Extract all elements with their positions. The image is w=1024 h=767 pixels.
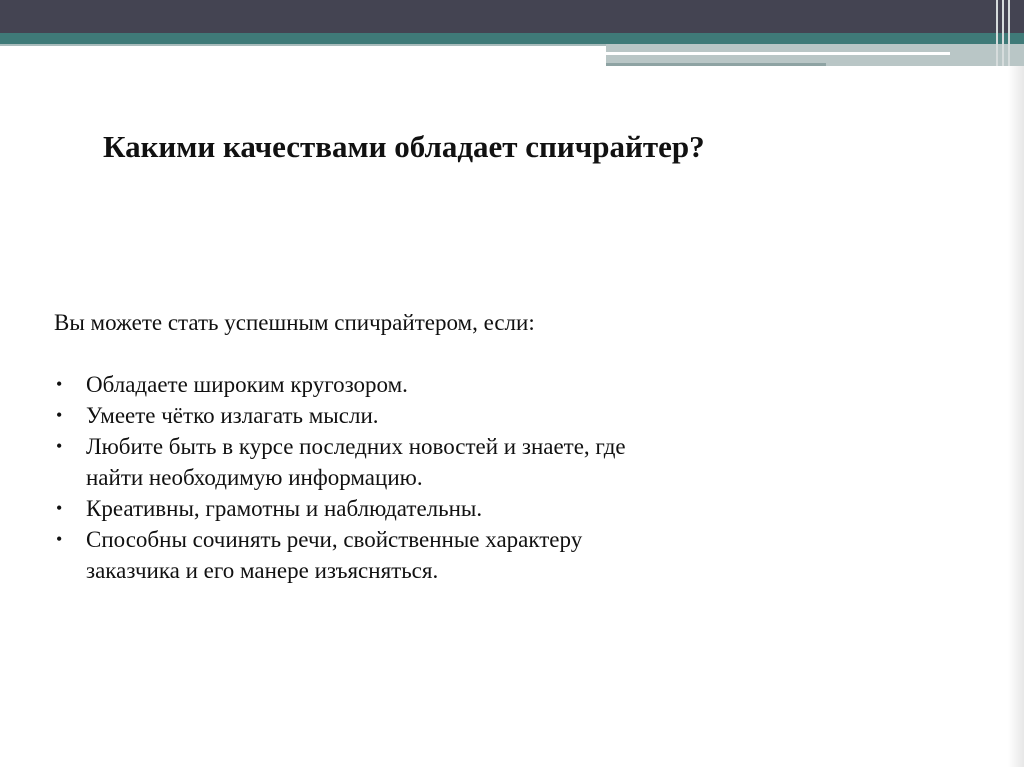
header-stripe [1002, 0, 1004, 66]
bullet-item [54, 369, 674, 400]
header-stripe [996, 0, 998, 66]
bullet-item [54, 524, 674, 586]
bullet-text: Умеете чётко излагать мысли. [86, 403, 379, 428]
bullet-icon: • [56, 529, 63, 549]
bullet-item [54, 431, 674, 493]
bullet-icon: • [56, 436, 63, 456]
bullet-icon: • [56, 374, 63, 394]
intro-text: Вы можете стать успешным спичрайтером, если: [54, 310, 535, 335]
bullet-item [54, 400, 674, 431]
bullet-item [54, 493, 674, 524]
bullet-list [54, 369, 674, 586]
bullet-text: Любите быть в курсе последних новостей и знаете, где найти необходимую информацию. [86, 434, 626, 490]
header-stripe [1008, 0, 1010, 66]
header-divider-line [0, 44, 606, 46]
bullet-icon: • [56, 498, 63, 518]
bullet-text: Обладаете широким кругозором. [86, 372, 408, 397]
bullet-text: Способны сочинять речи, свойственные характеру заказчика и его манере изъясняться. [86, 527, 583, 583]
header-stripes [990, 0, 1024, 66]
header-band-dark [0, 0, 1024, 33]
bullet-icon: • [56, 405, 63, 425]
header-lower-line [606, 63, 826, 66]
header-band-teal [0, 33, 1024, 44]
slide-title: Какими качествами обладает спичрайтер? [103, 129, 705, 164]
header-accent-line [606, 52, 950, 55]
bullet-text: Креативны, грамотны и наблюдательны. [86, 496, 483, 521]
right-edge-shadow [1008, 66, 1024, 767]
